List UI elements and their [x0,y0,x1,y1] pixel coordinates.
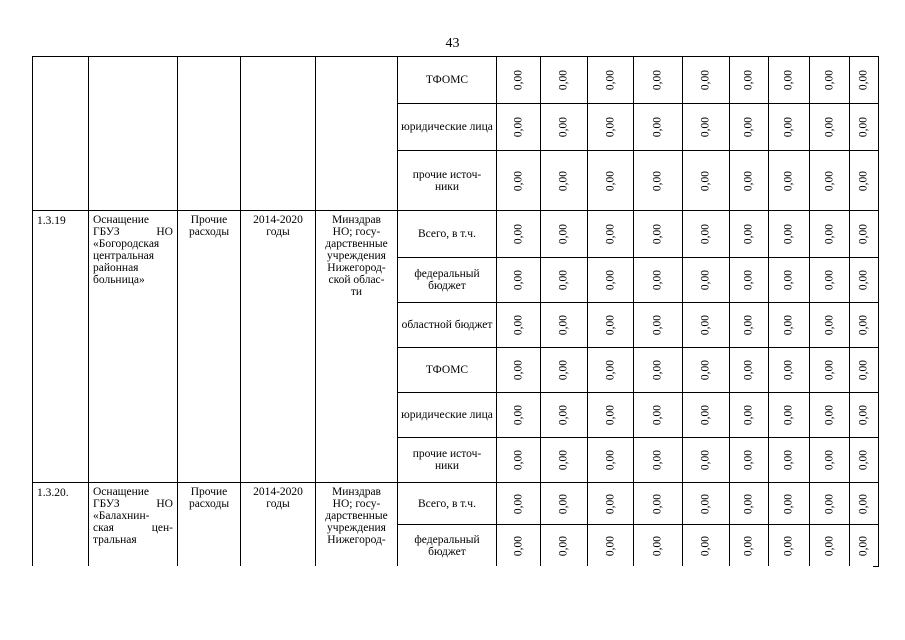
value-text: 0,00 [782,170,795,191]
value-cell [497,348,541,393]
value-text: 0,00 [857,223,870,245]
value-cell [810,438,850,483]
value-text: 0,00 [857,69,870,91]
value-cell [541,483,588,525]
executor-line: Минздрав [331,486,381,498]
value-cell [769,525,810,567]
value-cell [810,211,850,258]
item-number: 1.3.19 [33,211,89,483]
executor-line: Нижегород- [327,262,386,274]
value-cell [634,104,683,151]
value-cell [588,303,634,348]
funding-source: прочие источ- ники [398,151,497,211]
value-cell [810,348,850,393]
value-text: 0,00 [557,449,570,471]
value-cell [634,211,683,258]
value-text: 0,00 [857,269,870,291]
period-line: годы [266,498,290,510]
value-cell [541,393,588,438]
value-text: 0,00 [699,269,712,291]
value-cell [850,525,879,567]
expense-type [178,57,241,211]
value-text: 0,00 [699,170,712,191]
value-cell [769,438,810,483]
value-text: 0,00 [512,493,524,514]
value-text: 0,00 [823,314,835,336]
value-cell [497,258,541,303]
value-cell [497,483,541,525]
value-cell [683,211,730,258]
item-name-line: «Богородская [93,238,160,250]
value-text: 0,00 [699,535,712,556]
value-text: 0,00 [604,359,616,381]
value-cell [588,525,634,567]
value-cell [541,438,588,483]
value-text: 0,00 [742,269,755,291]
value-cell [683,348,730,393]
value-cell [497,525,541,567]
value-text: 0,00 [782,493,795,514]
value-text: 0,00 [512,269,524,291]
value-cell [497,211,541,258]
value-text: 0,00 [699,116,712,138]
value-cell [634,303,683,348]
value-text: 0,00 [557,116,570,138]
value-cell [683,525,730,567]
value-cell [850,483,879,525]
value-cell [497,104,541,151]
value-cell [730,438,769,483]
value-text: 0,00 [782,449,795,471]
value-text: 0,00 [823,69,835,91]
expense-type-line: Прочие [190,486,228,498]
value-cell [497,393,541,438]
value-cell [810,104,850,151]
value-cell [634,483,683,525]
value-cell [730,211,769,258]
value-cell [769,151,810,211]
value-cell [541,258,588,303]
value-text: 0,00 [651,116,664,138]
value-text: 0,00 [823,223,835,245]
value-cell [497,303,541,348]
value-text: 0,00 [699,359,712,381]
value-text: 0,00 [557,535,570,556]
expense-type [178,211,241,483]
value-text: 0,00 [857,116,870,138]
value-text: 0,00 [512,404,524,426]
value-cell [810,57,850,104]
value-cell [850,151,879,211]
item-name [89,57,178,211]
value-text: 0,00 [604,223,616,245]
expense-type-line: Прочие [190,214,228,226]
value-cell [730,104,769,151]
value-text: 0,00 [557,69,570,91]
item-name-line: ГБУЗ НО [93,226,173,238]
value-cell [588,258,634,303]
value-text: 0,00 [651,170,664,191]
value-text: 0,00 [742,314,755,336]
value-cell [850,303,879,348]
value-text: 0,00 [857,535,870,556]
value-text: 0,00 [651,314,664,336]
value-cell [683,303,730,348]
value-cell [850,57,879,104]
value-text: 0,00 [742,493,755,514]
executor-line: ти [350,286,363,298]
value-cell [634,438,683,483]
value-cell [634,258,683,303]
value-text: 0,00 [604,404,616,426]
financing-table [32,56,879,567]
funding-source: Всего, в т.ч. [398,211,497,258]
table-row [33,483,879,525]
value-cell [850,258,879,303]
value-cell [769,258,810,303]
value-text: 0,00 [604,269,616,291]
item-name-line: больница» [93,274,145,286]
value-cell [497,151,541,211]
value-text: 0,00 [604,116,616,138]
value-cell [810,483,850,525]
value-text: 0,00 [823,359,835,381]
value-cell [730,483,769,525]
value-text: 0,00 [604,69,616,91]
value-cell [769,303,810,348]
funding-source: федеральный бюджет [398,525,497,567]
value-cell [683,393,730,438]
value-cell [730,151,769,211]
value-cell [850,104,879,151]
value-text: 0,00 [857,170,870,191]
funding-source: областной бюджет [398,303,497,348]
value-cell [634,57,683,104]
item-number: 1.3.20. [33,483,89,567]
value-text: 0,00 [823,449,835,471]
value-cell [634,348,683,393]
value-text: 0,00 [782,314,795,336]
value-cell [588,348,634,393]
value-cell [730,258,769,303]
value-cell [730,348,769,393]
value-text: 0,00 [512,314,524,336]
value-cell [683,483,730,525]
funding-source: ТФОМС [398,57,497,104]
value-text: 0,00 [857,359,870,381]
value-cell [769,483,810,525]
funding-source: Всего, в т.ч. [398,483,497,525]
value-text: 0,00 [857,493,870,514]
value-text: 0,00 [651,449,664,471]
value-cell [850,393,879,438]
period-line: 2014-2020 [253,486,303,498]
executor [316,57,398,211]
value-cell [634,525,683,567]
item-name [89,211,178,483]
value-text: 0,00 [512,359,524,381]
executor-line: дарственные [325,510,388,522]
value-cell [730,393,769,438]
value-cell [541,211,588,258]
value-cell [497,438,541,483]
value-text: 0,00 [742,170,755,191]
executor [316,211,398,483]
value-text: 0,00 [651,359,664,381]
value-text: 0,00 [651,269,664,291]
value-text: 0,00 [782,269,795,291]
value-cell [588,104,634,151]
value-cell [850,211,879,258]
item-number [33,57,89,211]
value-cell [850,438,879,483]
value-text: 0,00 [557,359,570,381]
item-name-line: Оснащение [93,486,150,498]
value-text: 0,00 [512,116,524,138]
value-text: 0,00 [742,116,755,138]
value-text: 0,00 [823,404,835,426]
value-text: 0,00 [782,535,795,556]
value-text: 0,00 [823,535,835,556]
value-cell [634,151,683,211]
value-text: 0,00 [699,449,712,471]
executor-line: учреждения [327,250,386,262]
expense-type-line: расходы [188,226,230,238]
value-cell [683,57,730,104]
value-text: 0,00 [557,493,570,514]
executor-line: дарственные [325,238,388,250]
value-text: 0,00 [857,449,870,471]
value-cell [850,348,879,393]
value-text: 0,00 [651,69,664,91]
period [241,483,316,567]
value-cell [588,483,634,525]
executor-line: учреждения [327,522,386,534]
item-name-line: Оснащение [93,214,150,226]
value-text: 0,00 [742,449,755,471]
value-cell [541,57,588,104]
period [241,57,316,211]
value-text: 0,00 [557,404,570,426]
value-text: 0,00 [699,314,712,336]
period-line: годы [266,226,290,238]
value-cell [683,258,730,303]
value-text: 0,00 [604,170,616,191]
value-text: 0,00 [604,314,616,336]
value-text: 0,00 [651,493,664,514]
value-text: 0,00 [857,314,870,336]
value-text: 0,00 [782,359,795,381]
executor-line: НО; госу- [332,226,381,238]
value-text: 0,00 [782,223,795,245]
value-text: 0,00 [557,170,570,191]
value-text: 0,00 [857,404,870,426]
value-text: 0,00 [742,404,755,426]
value-text: 0,00 [823,170,835,191]
value-cell [769,393,810,438]
executor-line: ской облас- [328,274,385,286]
value-cell [683,104,730,151]
value-cell [588,393,634,438]
value-text: 0,00 [557,269,570,291]
funding-source: юридические лица [398,104,497,151]
value-text: 0,00 [557,223,570,245]
item-name [89,483,178,567]
value-cell [541,525,588,567]
value-text: 0,00 [823,269,835,291]
value-text: 0,00 [742,69,755,91]
expense-type-line: расходы [188,498,230,510]
funding-source: ТФОМС [398,348,497,393]
value-text: 0,00 [557,314,570,336]
value-cell [810,525,850,567]
value-text: 0,00 [604,535,616,556]
value-text: 0,00 [651,404,664,426]
period-line: 2014-2020 [253,214,303,226]
value-cell [769,104,810,151]
value-cell [634,393,683,438]
value-cell [541,151,588,211]
executor [316,483,398,567]
value-text: 0,00 [604,449,616,471]
value-cell [769,348,810,393]
value-cell [683,438,730,483]
value-text: 0,00 [699,404,712,426]
item-name-line: ская цен- [93,522,173,534]
value-text: 0,00 [512,535,524,556]
value-cell [588,57,634,104]
item-name-line: центральная [93,250,155,262]
value-text: 0,00 [782,404,795,426]
value-cell [541,348,588,393]
table-row [33,211,879,258]
value-cell [683,151,730,211]
expense-type [178,483,241,567]
item-name-line: «Балахнин- [93,510,150,522]
value-text: 0,00 [782,69,795,91]
item-name-line: тральная [93,534,137,546]
value-cell [730,303,769,348]
executor-line: НО; госу- [332,498,381,510]
table-body [33,57,879,567]
value-text: 0,00 [651,535,664,556]
value-cell [769,57,810,104]
value-text: 0,00 [782,116,795,138]
value-text: 0,00 [699,223,712,245]
page-number: 43 [445,36,460,51]
value-text: 0,00 [512,170,524,191]
value-text: 0,00 [823,493,835,514]
value-cell [769,211,810,258]
value-cell [730,525,769,567]
value-text: 0,00 [512,69,524,91]
executor-line: Минздрав [331,214,381,226]
value-text: 0,00 [512,449,524,471]
page-bottom-margin [32,566,873,640]
value-cell [541,303,588,348]
value-cell [588,438,634,483]
value-cell [810,258,850,303]
value-cell [588,151,634,211]
value-cell [810,151,850,211]
item-name-line: ГБУЗ НО [93,498,173,510]
period [241,211,316,483]
value-cell [588,211,634,258]
executor-line: Нижегород- [327,534,386,546]
item-name-line: районная [93,262,139,274]
value-cell [541,104,588,151]
value-cell [810,393,850,438]
value-text: 0,00 [512,223,524,245]
value-text: 0,00 [651,223,664,245]
value-text: 0,00 [604,493,616,514]
value-cell [497,57,541,104]
value-text: 0,00 [742,535,755,556]
funding-source: прочие источ- ники [398,438,497,483]
value-text: 0,00 [699,69,712,91]
funding-source: юридические лица [398,393,497,438]
value-text: 0,00 [823,116,835,138]
table-row [33,57,879,104]
funding-source: федеральный бюджет [398,258,497,303]
value-cell [810,303,850,348]
value-text: 0,00 [742,359,755,381]
value-cell [730,57,769,104]
value-text: 0,00 [742,223,755,245]
value-text: 0,00 [699,493,712,514]
